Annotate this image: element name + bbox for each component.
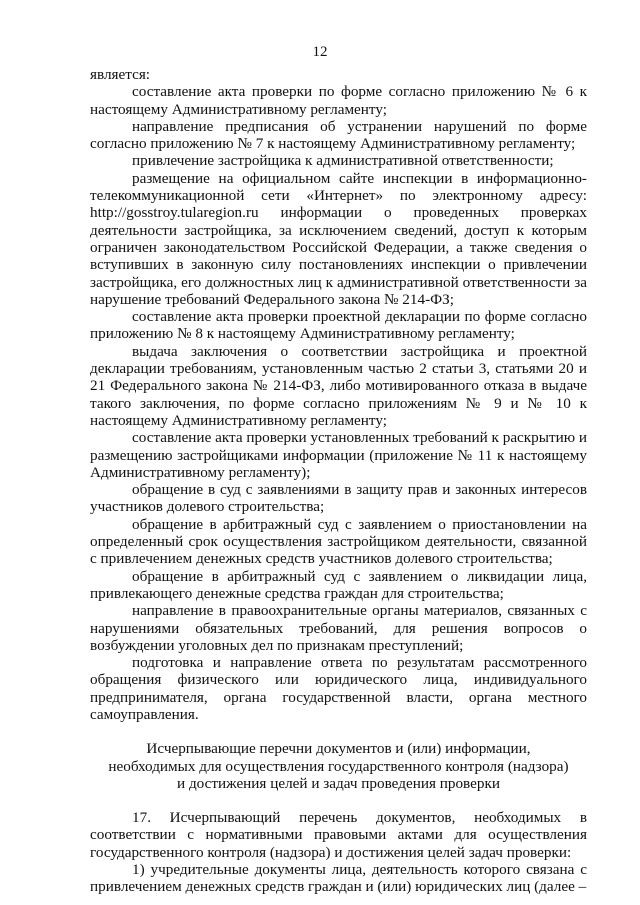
paragraph-list-item: обращение в суд с заявлениями в защиту прав и законных интересов участников долевого строительства; bbox=[90, 481, 587, 516]
paragraph-list-item: выдача заключения о соответствии застройщика и проектной декларации требованиям, установленным частью 2 статьи 3, статьями 20 и 21 Федерального закона № 214-ФЗ, либо мотивированного отказа в выдаче такого заключения, по форме согласно приложениям № 9 и № 10 к настоящему Административному регламенту; bbox=[90, 342, 587, 429]
section-heading-line: и достижения целей и задач проведения проверки bbox=[177, 774, 500, 792]
paragraph-list-item: размещение на официальном сайте инспекции в информационно-телекоммуникационной сети «Интернет» по электронному адресу: http://gosstroy.tularegion.ru информации о проведенных проверках деятельности застройщика, за исключением сведений, доступ к которым ограничен законодательством Российской Федерации, а также сведения о вступивших в законную силу постановлениях инспекции о привлечении застройщика, его должностных лиц к административной ответственности за нарушение требований Федерального закона № 214-ФЗ; bbox=[90, 169, 587, 308]
paragraph-intro: является: bbox=[90, 66, 151, 83]
paragraph-subclause-1: 1) учредительные документы лица, деятельность которого связана с привлечением денежных средств граждан и (или) юридических лиц (далее – bbox=[90, 861, 587, 896]
paragraph-list-item: составление акта проверки проектной декларации по форме согласно приложению № 8 к настоящему Административному регламенту; bbox=[90, 308, 587, 343]
paragraph-list-item: составление акта проверки по форме согласно приложению № 6 к настоящему Административному регламенту; bbox=[90, 83, 587, 118]
paragraph-list-item: подготовка и направление ответа по результатам рассмотренного обращения физического или юридического лица, индивидуального предпринимателя, органа государственной власти, органа местного самоуправления. bbox=[90, 654, 587, 723]
paragraph-list-item: направление в правоохранительные органы материалов, связанных с нарушениями обязательных требований, для решения вопросов о возбуждении уголовных дел по признакам преступлений; bbox=[90, 602, 587, 654]
document-body bbox=[90, 66, 587, 896]
section-heading-line: Исчерпывающие перечни документов и (или) информации, bbox=[146, 740, 531, 758]
section-heading bbox=[90, 740, 587, 792]
paragraph-list-item: направление предписания об устранении нарушений по форме согласно приложению № 7 к настоящему Административному регламенту; bbox=[90, 117, 587, 153]
paragraph-list-item: обращение в арбитражный суд с заявлением о приостановлении на определенный срок осуществления застройщиком деятельности, связанной с привлечением денежных средств участников долевого строительства; bbox=[90, 515, 587, 568]
paragraph-list-item: составление акта проверки установленных требований к раскрытию и размещению застройщиками информации (приложение № 11 к настоящему Административному регламенту); bbox=[90, 429, 588, 481]
section-heading-line: необходимых для осуществления государственного контроля (надзора) bbox=[108, 757, 569, 775]
paragraph-clause-17: 17. Исчерпывающий перечень документов, необходимых в соответствии с нормативными правовыми актами для осуществления государственного контроля (надзора) и достижения целей задач проверки: bbox=[90, 809, 587, 861]
paragraph-list-item: обращение в арбитражный суд с заявлением о ликвидации лица, привлекающего денежные средства граждан для строительства; bbox=[90, 567, 587, 602]
paragraph-list-item: привлечение застройщика к административной ответственности; bbox=[132, 152, 554, 170]
page-number: 12 bbox=[312, 44, 328, 60]
